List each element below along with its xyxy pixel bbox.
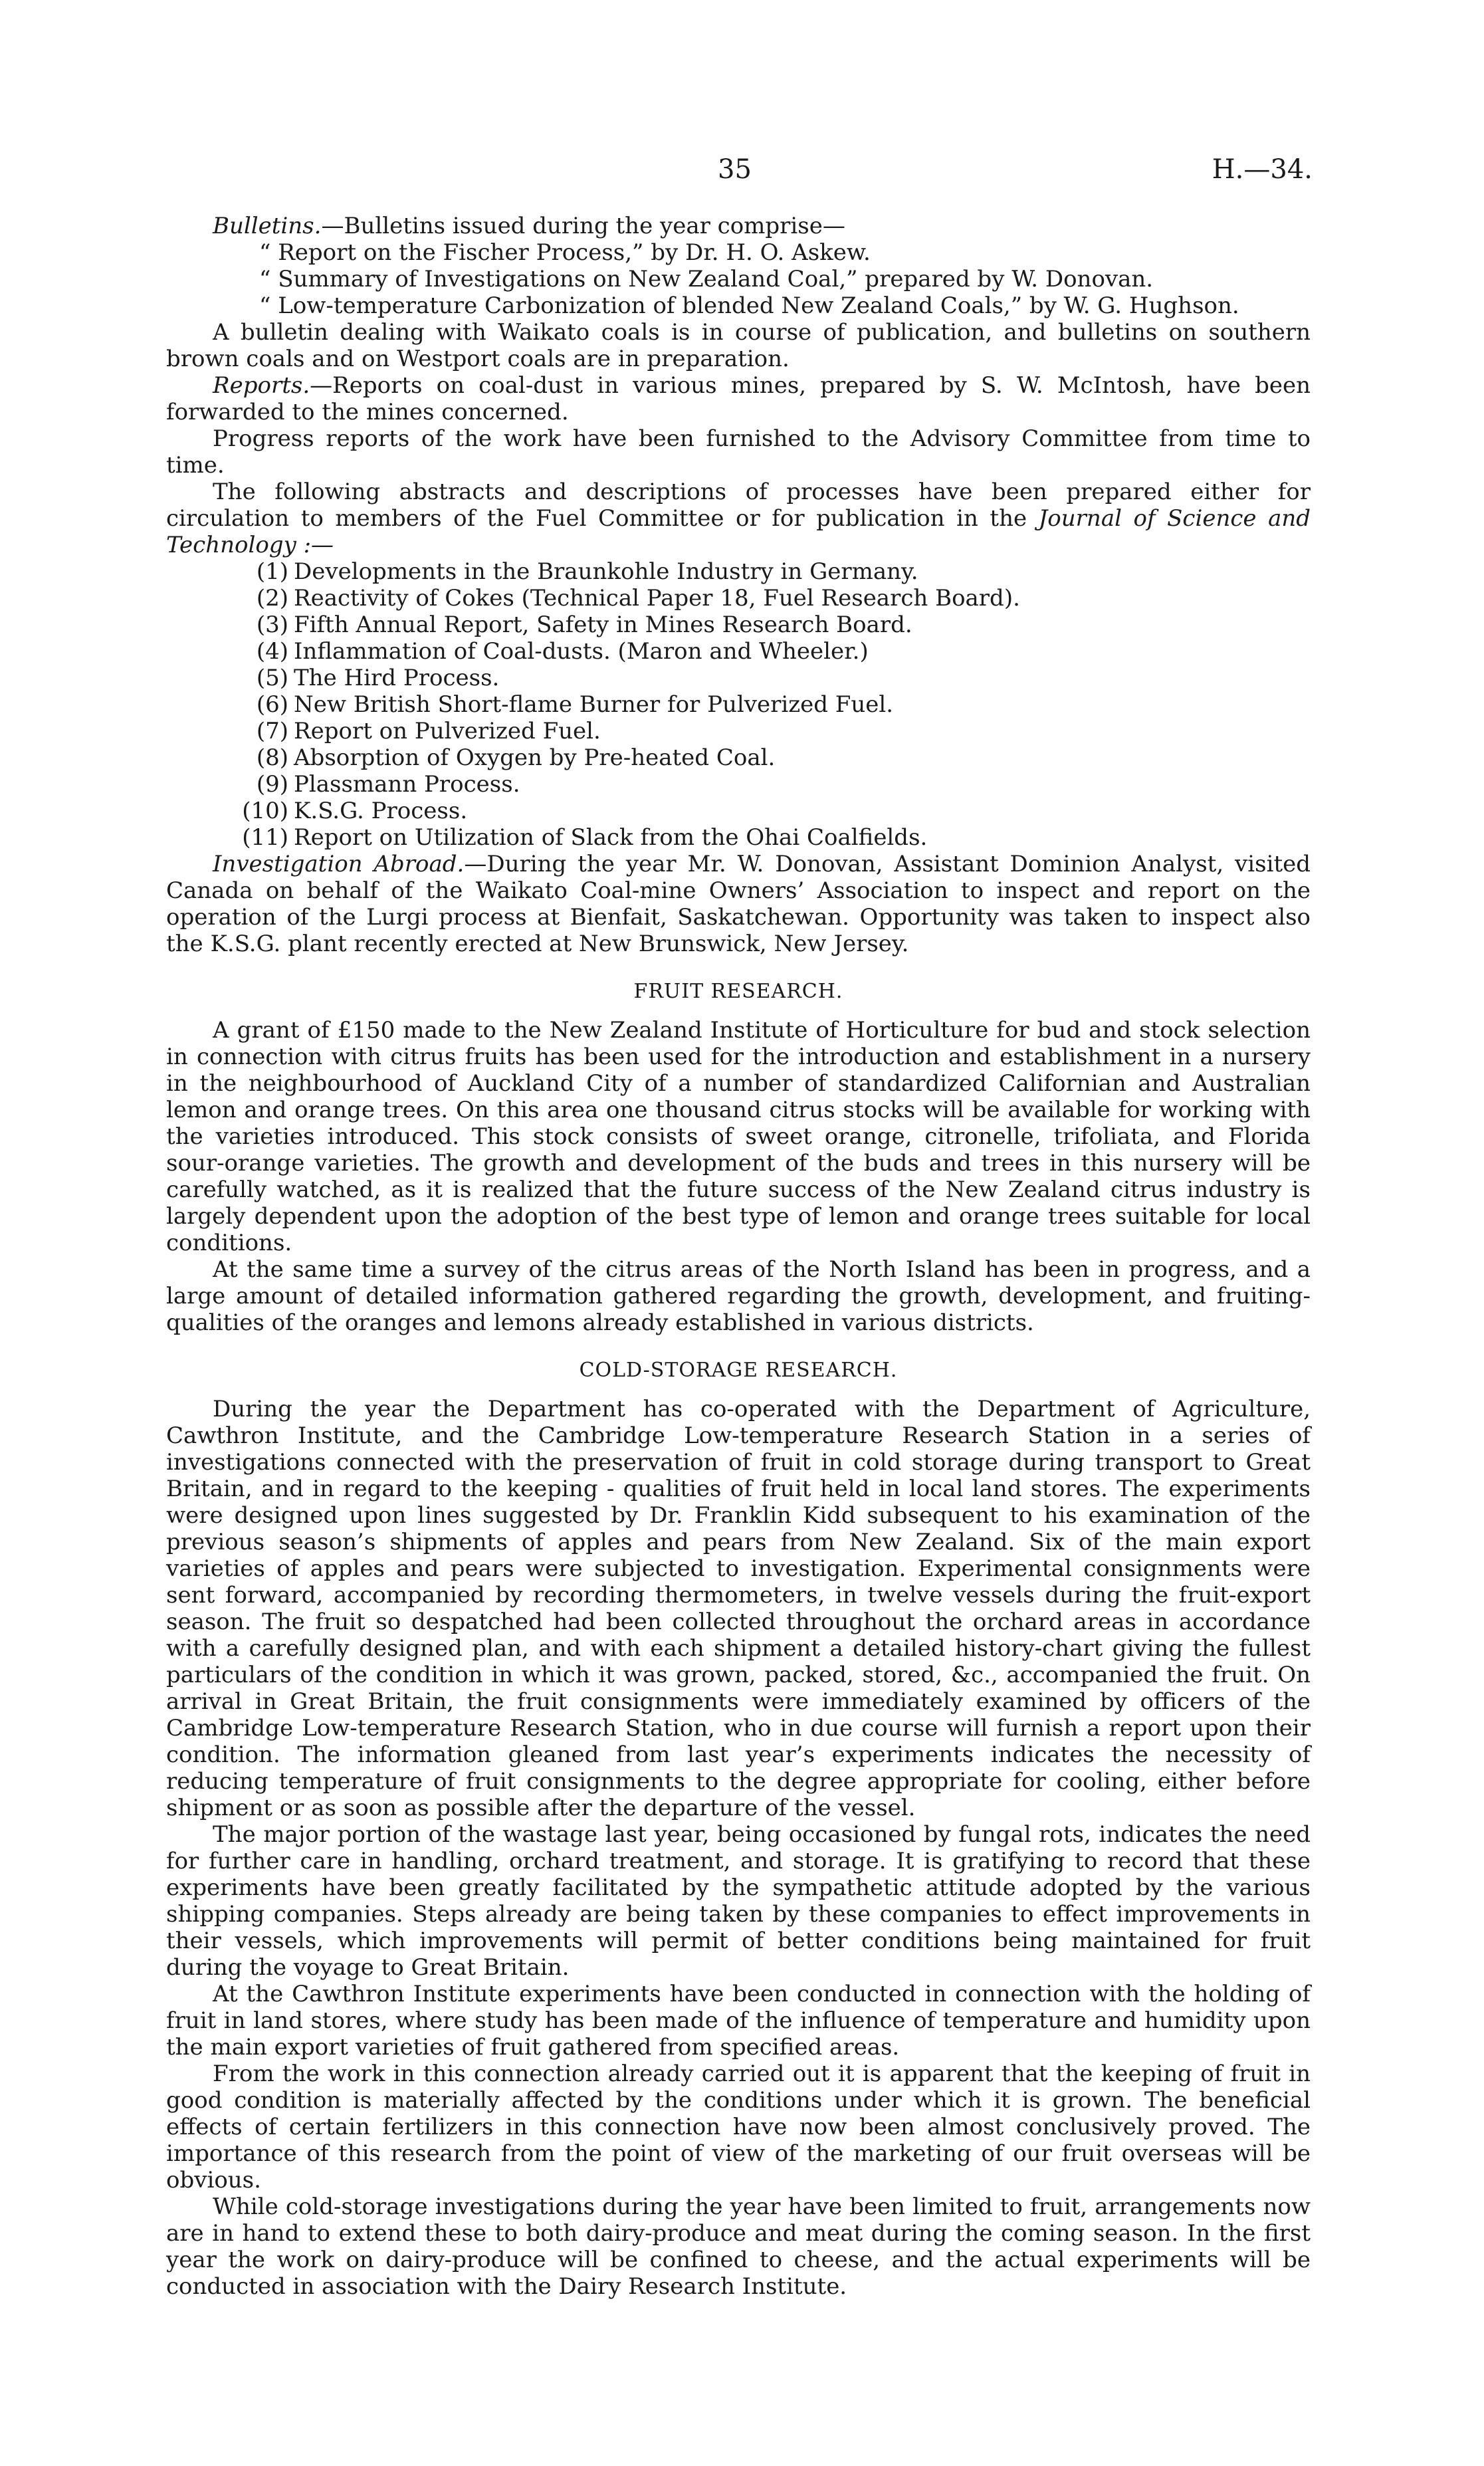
list-item-number: (9) <box>256 771 288 798</box>
fruit-research-paragraph: At the same time a survey of the citrus areas of the North Island has been in progress, and a large amount of detailed information gathered regarding the growth, development, and fruiting-qualities of the oranges and lemons already established in various districts. <box>166 1256 1311 1336</box>
list-item <box>239 638 1311 665</box>
progress-paragraph: Progress reports of the work have been furnished to the Advisory Committee from time to time. <box>166 425 1311 479</box>
bulletins-lead: Bulletins. <box>213 213 322 239</box>
list-item-number: (6) <box>256 691 288 718</box>
bulletins-paragraph <box>166 213 1311 239</box>
cold-storage-heading: COLD-STORAGE RESEARCH. <box>579 1359 898 1382</box>
list-item-text: Report on Utilization of Slack from the Ohai Coalfields. <box>294 824 928 851</box>
page-body <box>166 213 1311 2300</box>
list-item-text: K.S.G. Process. <box>294 798 468 824</box>
list-item <box>239 798 1311 824</box>
page-number: 35 <box>718 154 752 185</box>
bulletin-item: “ Summary of Investigations on New Zealand Coal,” prepared by W. Donovan. <box>259 266 1154 292</box>
abstracts-list <box>166 558 1311 851</box>
list-item <box>239 612 1311 638</box>
list-item-text: Absorption of Oxygen by Pre-heated Coal. <box>294 744 776 771</box>
abstracts-intro <box>166 479 1311 558</box>
reports-paragraph <box>166 372 1311 425</box>
list-item-number: (11) <box>242 824 288 851</box>
cold-storage-paragraph: During the year the Department has co-operated with the Department of Agriculture, Cawthron Institute, and the Cambridge Low-temperature Research Station in a series of investigations connected with the preservation of fruit in cold storage during transport to Great Britain, and in regard to the keeping - qualities of fruit held in local land stores. The experiments were designed upon lines suggested by Dr. Franklin Kidd subsequent to his examination of the previous season’s shipments of apples and pears from New Zealand. Six of the main export varieties of apples and pears were subjected to investigation. Experimental consignments were sent forward, accompanied by recording thermometers, in twelve vessels during the fruit-export season. The fruit so despatched had been collected throughout the orchard areas in accordance with a carefully designed plan, and with each shipment a detailed history-chart giving the fullest particulars of the condition in which it was grown, packed, stored, &c., accompanied the fruit. On arrival in Great Britain, the fruit consignments were immediately examined by officers of the Cambridge Low-temperature Research Station, who in due course will furnish a report upon their condition. The information gleaned from last year’s experiments indicates the necessity of reducing temperature of fruit consignments to the degree appropriate for cooling, either before shipment or as soon as possible after the departure of the vessel. <box>166 1396 1311 1821</box>
bulletins-note: A bulletin dealing with Waikato coals is in course of publication, and bulletins on southern brown coals and on Westport coals are in preparation. <box>166 319 1311 372</box>
bulletin-item: “ Report on the Fischer Process,” by Dr. H. O. Askew. <box>259 239 871 266</box>
bulletins-intro: —Bulletins issued during the year comprise— <box>321 213 845 239</box>
fruit-research-paragraph: A grant of £150 made to the New Zealand Institute of Horticulture for bud and stock selection in connection with citrus fruits has been used for the introduction and establishment in a nursery in the neighbourhood of Auckland City of a number of standardized Californian and Australian lemon and orange trees. On this area one thousand citrus stocks will be available for working with the varieties introduced. This stock consists of sweet orange, citronelle, trifoliata, and Florida sour-orange varieties. The growth and development of the buds and trees in this nursery will be carefully watched, as it is realized that the future success of the New Zealand citrus industry is largely dependent upon the adoption of the best type of lemon and orange trees suitable for local conditions. <box>166 1017 1311 1256</box>
list-item-text: Plassmann Process. <box>294 771 520 798</box>
list-item-text: Fifth Annual Report, Safety in Mines Research Board. <box>294 612 912 638</box>
list-item-number: (1) <box>256 558 288 585</box>
list-item-text: Report on Pulverized Fuel. <box>294 718 601 744</box>
list-item-number: (10) <box>242 798 288 824</box>
list-item-number: (4) <box>256 638 288 665</box>
reports-text: —Reports on coal-dust in various mines, prepared by S. W. McIntosh, have been forwarded to the mines concerned. <box>166 372 1311 425</box>
list-item-text: Developments in the Braunkohle Industry in Germany. <box>294 558 918 585</box>
list-item <box>239 824 1311 851</box>
fruit-research-heading: FRUIT RESEARCH. <box>633 980 843 1003</box>
list-item <box>239 665 1311 691</box>
list-item <box>239 691 1311 718</box>
investigation-text: —During the year Mr. W. Donovan, Assistant Dominion Analyst, visited Canada on behalf of the Waikato Coal-mine Owners’ Association to inspect and report on the operation of the Lurgi process at Bienfait, Saskatchewan. Opportunity was taken to inspect also the K.S.G. plant recently erected at New Brunswick, New Jersey. <box>166 851 1311 957</box>
bulletin-item: “ Low-temperature Carbonization of blended New Zealand Coals,” by W. G. Hughson. <box>259 292 1239 319</box>
cold-storage-paragraph: While cold-storage investigations during the year have been limited to fruit, arrangements now are in hand to extend these to both dairy-produce and meat during the coming season. In the first year the work on dairy-produce will be confined to cheese, and the actual experiments will be conducted in association with the Dairy Research Institute. <box>166 2193 1311 2300</box>
list-item-number: (8) <box>256 744 288 771</box>
reports-lead: Reports. <box>213 372 310 399</box>
list-item <box>239 771 1311 798</box>
abstracts-intro-text: The following abstracts and descriptions of processes have been prepared either for circulation to members of the Fuel Committee or for publication in the <box>166 479 1311 532</box>
cold-storage-paragraph: The major portion of the wastage last year, being occasioned by fungal rots, indicates the need for further care in handling, orchard treatment, and storage. It is gratifying to record that these experiments have been greatly facilitated by the sympathetic attitude adopted by the various shipping companies. Steps already are being taken by these companies to effect improvements in their vessels, which improvements will permit of better conditions being maintained for fruit during the voyage to Great Britain. <box>166 1821 1311 1981</box>
list-item-text: Reactivity of Cokes (Technical Paper 18, Fuel Research Board). <box>294 585 1020 612</box>
list-item <box>239 744 1311 771</box>
journal-title: Journal of Science and Technology :— <box>166 505 1311 558</box>
list-item-number: (3) <box>256 612 288 638</box>
document-reference: H.—34. <box>1212 154 1313 185</box>
list-item-number: (5) <box>256 665 288 691</box>
investigation-paragraph <box>166 851 1311 957</box>
list-item-number: (7) <box>256 718 288 744</box>
list-item-text: The Hird Process. <box>294 665 500 691</box>
cold-storage-paragraph: From the work in this connection already carried out it is apparent that the keeping of fruit in good condition is materially affected by the conditions under which it is grown. The beneficial effects of certain fertilizers in this connection have now been almost conclusively proved. The importance of this research from the point of view of the marketing of our fruit overseas will be obvious. <box>166 2061 1311 2193</box>
list-item-text: New British Short-flame Burner for Pulverized Fuel. <box>294 691 894 718</box>
list-item <box>239 718 1311 744</box>
list-item-number: (2) <box>256 585 288 612</box>
investigation-lead: Investigation Abroad. <box>213 851 465 877</box>
list-item-text: Inflammation of Coal-dusts. (Maron and Wheeler.) <box>294 638 869 665</box>
page-header <box>0 154 1484 194</box>
cold-storage-paragraph: At the Cawthron Institute experiments have been conducted in connection with the holding of fruit in land stores, where study has been made of the influence of temperature and humidity upon the main export varieties of fruit gathered from specified areas. <box>166 1981 1311 2061</box>
list-item <box>239 558 1311 585</box>
list-item <box>239 585 1311 612</box>
